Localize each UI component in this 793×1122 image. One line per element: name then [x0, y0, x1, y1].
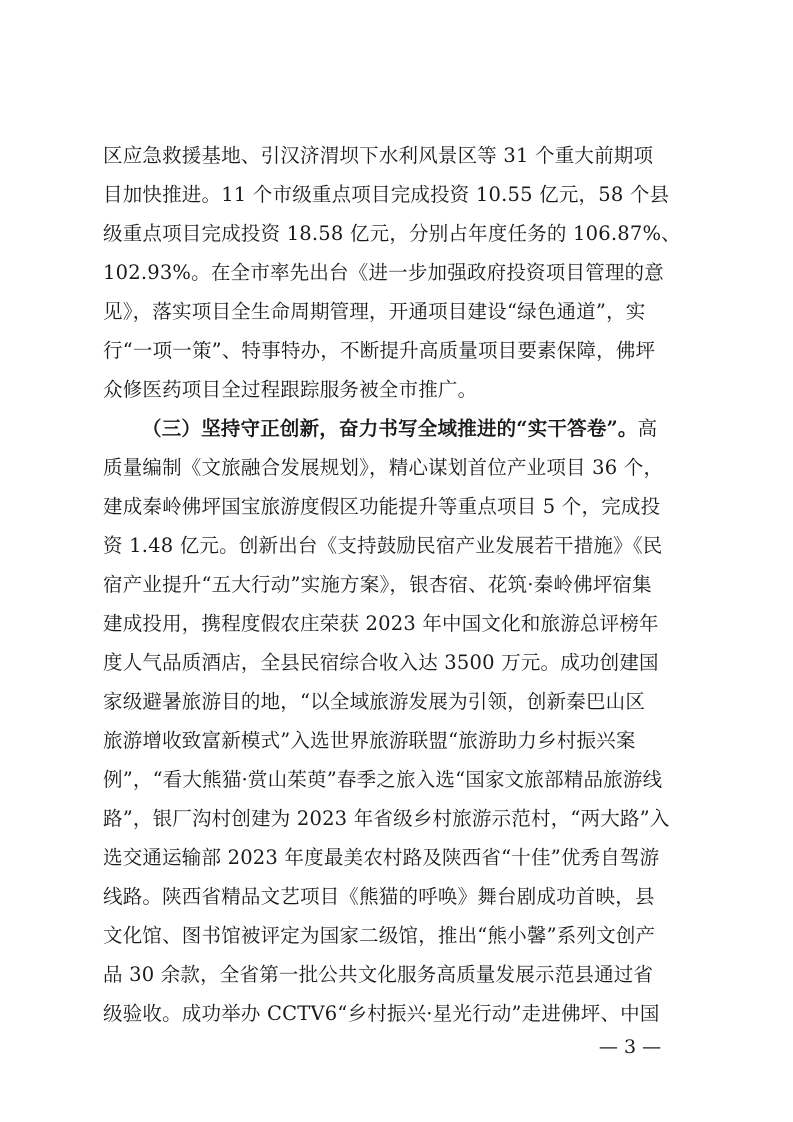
body-text-line: 旅游增收致富新模式”入选世界旅游联盟“旅游助力乡村振兴案	[103, 729, 636, 752]
body-text-line: 例”，“看大熊猫·赏山茱萸”春季之旅入选“国家文旅部精品旅游线	[103, 768, 663, 791]
body-text-line: 众修医药项目全过程跟踪服务被全市推广。	[103, 378, 478, 401]
body-text-line: 文化馆、图书馆被评定为国家二级馆，推出“熊小馨”系列文创产	[103, 924, 656, 947]
body-text-line: 建成秦岭佛坪国宝旅游度假区功能提升等重点项目 5 个，完成投	[103, 495, 661, 518]
body-text-line: 度人气品质酒店，全县民宿综合收入达 3500 万元。成功创建国	[103, 651, 659, 674]
body-text-line: 行“一项一策”、特事特办，不断提升高质量项目要素保障，佛坪	[103, 339, 656, 362]
body-text-line: 选交通运输部 2023 年度最美农村路及陕西省“十佳”优秀自驾游	[103, 846, 660, 869]
body-text-line: 质量编制《文旅融合发展规划》，精心谋划首位产业项目 36 个，	[103, 456, 664, 479]
body-text-line: 102.93%。在全市率先出台《进一步加强政府投资项目管理的意	[103, 261, 664, 284]
body-text-line: 资 1.48 亿元。创新出台《支持鼓励民宿产业发展若干措施》《民	[103, 534, 663, 557]
body-text-line: 品 30 余款，全省第一批公共文化服务高质量发展示范县通过省	[103, 963, 654, 986]
section-heading-line	[142, 414, 694, 444]
section-heading-tail: 高	[637, 417, 658, 440]
body-text-line: 级重点项目完成投资 18.58 亿元，分别占年度任务的 106.87%、	[103, 222, 681, 245]
body-text-line: 级验收。成功举办 CCTV6“乡村振兴·星光行动”走进佛坪、中国	[103, 1002, 660, 1025]
body-text-line: 家级避暑旅游目的地，“以全域旅游发展为引领，创新秦巴山区	[103, 690, 646, 713]
body-text-line: 宿产业提升“五大行动”实施方案》，银杏宿、花筑·秦岭佛坪宿集	[103, 573, 652, 596]
body-text-line: 区应急救援基地、引汉济渭坝下水利风景区等 31 个重大前期项	[103, 144, 654, 167]
page-number: — 3 —	[598, 1036, 662, 1058]
section-heading: （三）坚持守正创新，奋力书写全域推进的“实干答卷”。	[142, 417, 638, 440]
body-text-line: 见》，落实项目全生命周期管理，开通项目建设“绿色通道”，实	[103, 300, 646, 323]
body-text-line: 路”，银厂沟村创建为 2023 年省级乡村旅游示范村，“两大路”入	[103, 807, 670, 830]
body-text-line: 目加快推进。11 个市级重点项目完成投资 10.55 亿元，58 个县	[103, 183, 670, 206]
body-text-line: 线路。陕西省精品文艺项目《熊猫的呼唤》舞台剧成功首映，县	[103, 885, 655, 908]
body-text-line: 建成投用，携程度假农庄荣获 2023 年中国文化和旅游总评榜年	[103, 612, 659, 635]
